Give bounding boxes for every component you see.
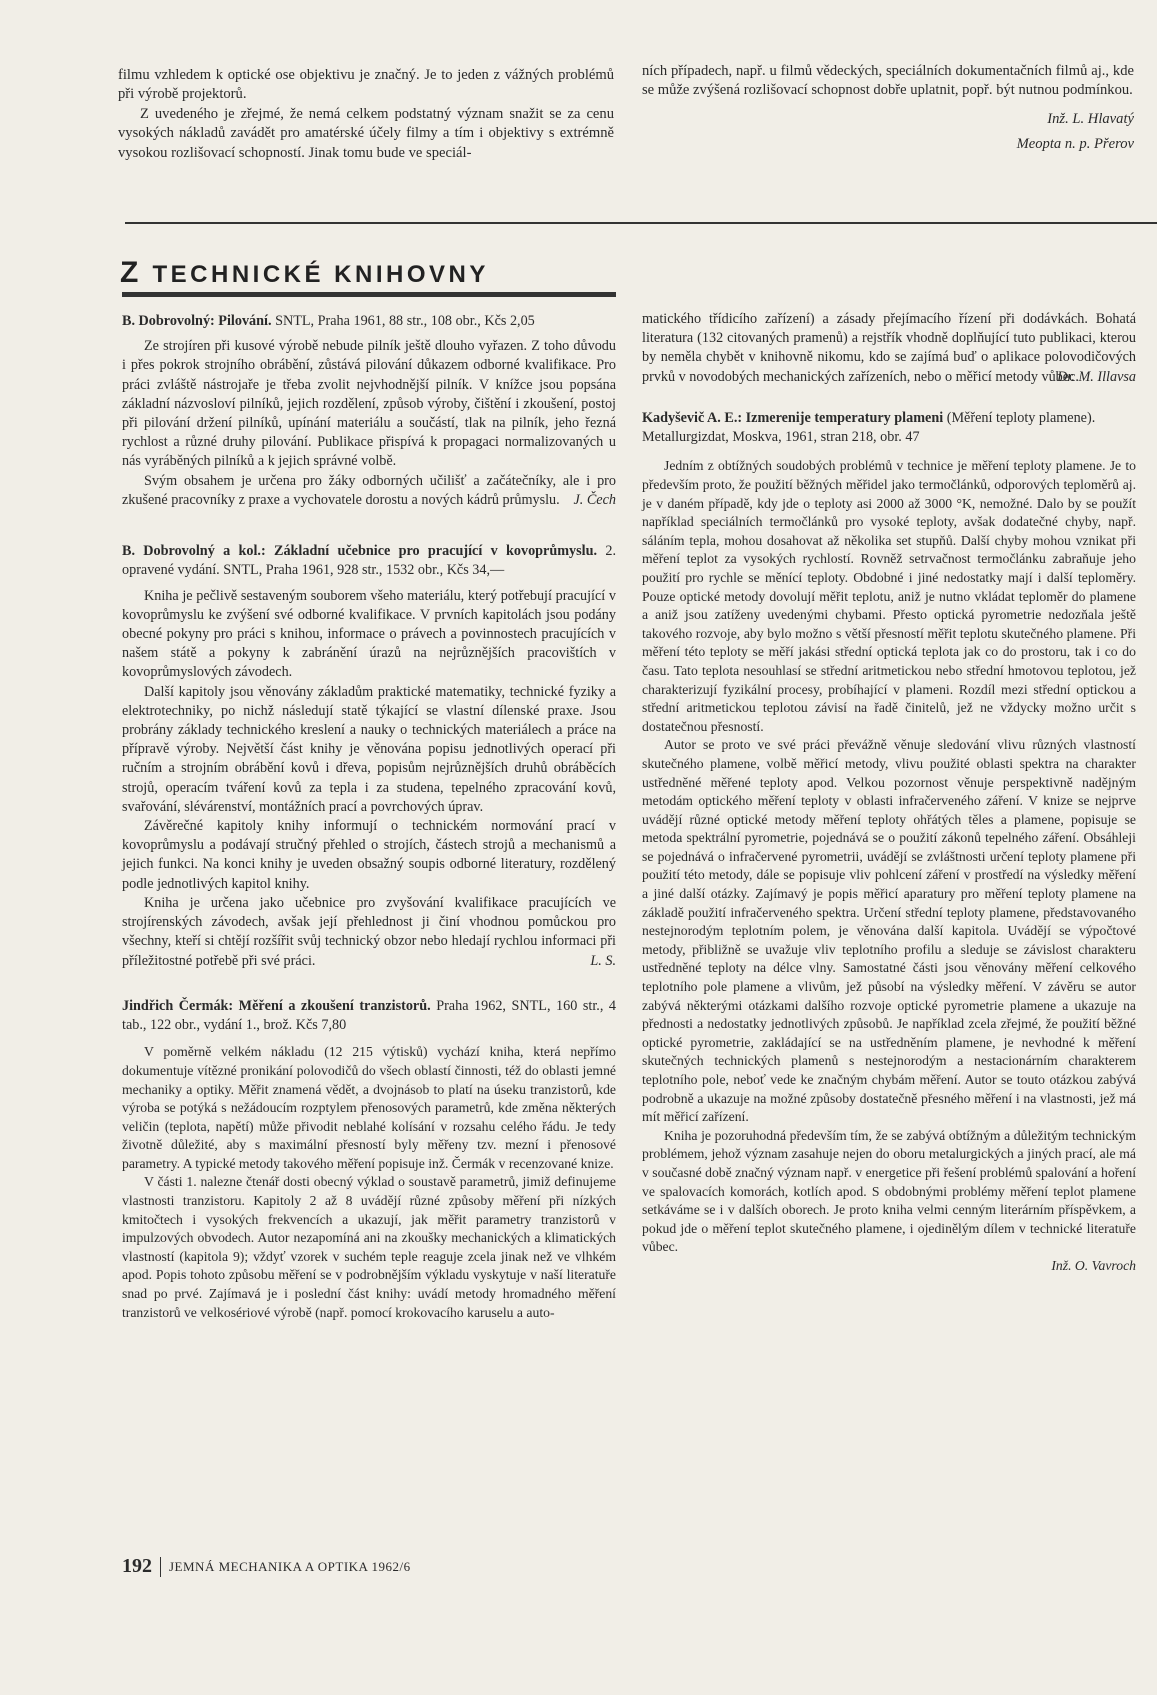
paragraph: Jedním z obtížných soudobých problémů v technice je měření teploty plamene. Je to především proto, že použití běžných měřidel jako termočlánků, odporových teploměrů aj. je v daném případě, kdy jde o teploty asi 2000 až 3000 °K, nemožné. Dalo by se použít například speciálních termočlánků pro vysoké teploty, avšak dodatečné chyby, např. sáláním tepla, mohou dosahovat až několika set stupňů. Další chyby mohou vznikat při měření teplot za vysokých rychlostí. Rovněž setrvačnost termočlánku zabraňuje jeho použití pro rychle se měnící teploty. Obdobné i jiné nedostatky mají i další teploměry. Pouze optické metody dovolují měřit teplotu, aniž je nutno vkládat teploměr do plamene a aniž jsou zatíženy uvedenými chybami. Přesto optická pyrometrie nedozňala ještě takového rozvoje, aby bylo možno s větší přesností měřit teplotu skutečného plamene. Při měření této teploty se měří jakási střední optická teplota jak co do prostoru, tak i co do času. Tato teplota nesouhlasí se střední aritmetickou nebo střední hmotovou teplotou, jež charakterizují fyzikální procesy, probíhající v plameni. Rozdíl mezi střední optickou a střední aritmetickou teplotou závisí na řadě činitelů, jež ne vždycky možno určit s dostatečnou přesností. [642, 458, 1136, 734]
review-zakladni-ucebnice [122, 542, 616, 971]
paragraph: V části 1. nalezne čtenář dosti obecný výklad o soustavě parametrů, jimiž definujeme vlastnosti tranzistoru. Kapitoly 2 až 8 uvádějí různé způsoby měření při nízkých kmitočtech i vysokých frekvencích a ukazují, jak měřit parametry tranzistorů v impulzových obvodech. Autor nezapomíná ani na zkoušky mechanických a klimatických vlastností (kapitola 9); vždyť vzorek v suchém teple reaguje zcela jinak než ve vlhkém apod. Popis tohoto způsobu měření se v podrobnějším výkladu vyskytuje v naší literatuře snad po prvé. Zajímavá je i poslední část knihy: uvádí metody hromadného měření tranzistorů ve velkosériové výrobě (např. pomocí krokovacího karuselu a auto- [122, 1174, 616, 1320]
footer-separator [160, 1557, 161, 1577]
review-bibliographic-info: (Měření teploty plamene). [943, 410, 1096, 427]
review-reference [122, 542, 616, 580]
review-signature: Inž. O. Vavroch [1051, 1257, 1136, 1273]
body-right-column [642, 310, 1136, 1276]
section-title [120, 256, 489, 290]
review-author-title: Jindřich Čermák: Měření a zkoušení tranzistorů. [122, 997, 431, 1014]
paragraph: ních případech, např. u filmů vědeckých, speciálních dokumentačních filmů aj., kde se může zvýšená rozlišovací schopnost dobře uplatnit, popř. být nutnou podmínkou. [642, 63, 1134, 99]
review-bibliographic-info: 2. opravené vydání. SNTL, Praha 1961, 928 str., 1532 obr., Kčs 34,— [122, 543, 617, 579]
paragraph: Ze strojíren při kusové výrobě nebude pilník ještě dlouho vyřazen. Z toho důvodu i přes pokrok strojního obrábění, zůstává pilování důkazem odborné kvalifikace. Pro práci zvláště nástrojaře je třeba zvolit nejvhodnější pilník. V knížce jsou popsána základní názvosloví pilníků, jejich rozdělení, způsob výroby, čištění i zkoušení, postoj při pilování držení pilníků, upínání materiálu a součástí, tlak na pilník, jeho řezná rychlost a různé druhy pilování. Publikace přispívá k propagaci normalizovaných u nás vyráběných pilníků a k jejich správné volbě. [122, 338, 616, 470]
review-mereni-teploty-plamene [642, 409, 1136, 1276]
review-pilovani [122, 312, 616, 510]
review-signature: J. Čech [573, 492, 616, 509]
section-title-initial: Z [120, 256, 139, 289]
section-title-text: TECHNICKÉ KNIHOVNY [152, 261, 489, 288]
review-author-title: B. Dobrovolný: Pilování. [122, 313, 272, 329]
review-publisher: Metallurgizdat, Moskva, 1961, stran 218, obr. 47 [642, 429, 920, 446]
paragraph: Autor se proto ve své práci převážně věnuje sledování vlivu různých vlastností skutečného plamene, volbě měřicí metody, vlivu použité oblasti spektra na charakter ustředněné měřené teploty apod. Velkou pozornost věnuje perspektivně nadějným metodám optického měření teploty v oblasti infračerveného záření. V knize se nejprve uvádějí různé optické metody měření teploty ohřátých těles a plamene, popisuje se metoda spektrální pyrometrie, pojednává se o použití zákonů tepelného záření. Obsáhleji se pojednává o infračervené pyrometrii, uvádějí se zvláštnosti určení teploty plamene při použití této metody, dále se popisuje vliv pohlcení záření v prostředí na výsledky měření a jiné další otázky. Zajímavý je popis měřicí aparatury pro měření teploty plamene na základě použití infračerveného spektra. Určení střední teploty plamene, představovaného nestejnorodým teplotním polem, je věnována další kapitola. Uvádějí se výpočtové metody, přibližně se uvažuje vliv teplotního profilu a sleduje se závislost charakteru ustředněné teploty na délce vlny. Samostatné části jsou věnovány měření celkového teplotního pole plamene a vlivům, jež působí na výsledky měření. V závěru se autor zabývá některými otázkami dalšího rozvoje optické pyrometrie plamene a ukazuje na přednosti a nedostatky jednotlivých způsobů. Je například zcela zřejmé, že použití běžné optické pyrometrie, zakládající se na ustředněním plamene, je nevhodné k měření skutečných technických plamenů s nestejnorodým a nestacionárním charakterem teplotního pole, neboť vede ke značným chybám měření. Autor se touto otázkou zabývá podrobně a ukazuje na možné způsoby dostatečně přesného měření i na vlastnosti, jež má mít měřicí zařízení. [642, 737, 1136, 1125]
top-right-column [642, 62, 1134, 157]
review-reference [122, 312, 616, 331]
paragraph: matického třídicího zařízení) a zásady přejímacího řízení při dodávkách. Bohatá literatura (132 citovaných pramenů) a rejstřík vhodně doplňující tuto publikaci, kterou by neměla chybět v knihovně nikomu, kdo se zajímá buď o aplikace polovodičových prvků v novodobých mechanických zařízeních, nebo o měřicí metody vůbec. [642, 311, 1136, 385]
paragraph: V poměrně velkém nákladu (12 215 výtisků) vychází kniha, která nepřímo dokumentuje vítězné pronikání polovodičů do všech oblastí činnosti, též do oblasti jemné mechaniky a optiky. Měřit znamená vědět, a dvojnásob to platí na úseku tranzistorů, kde výroba se potýká s nežádoucím rozptylem přenosových parametrů, kde změna některých veličin (teplota, napětí) může přivodit neblahé kolísání v rozsahu celého řádu. Je tedy životně důležité, aby s maximální přesností byly měřeny tzv. mezní i přenosové parametry. A typické metody takového měření popisuje inž. Čermák v recenzované knize. [122, 1044, 616, 1171]
paragraph: Kniha je pozoruhodná především tím, že se zabývá obtížným a důležitým technickým problémem, jehož význam zasahuje nejen do oboru metalurgických a jiných prací, ale má v současné době značný význam např. v energetice při řešení problémů spalování a hoření ve spalovacích komorách, kotlích apod. S obdobnými problémy měření teplot plamene setkáváme se i v dalších oborech. Je proto kniha velmi cenným literárním příspěvkem, a pokud jde o měření teplot skutečného plamene, i ojedinělým dílem v technické literatuře vůbec. [642, 1127, 1136, 1255]
review-reference [642, 409, 1136, 428]
paragraph: Závěrečné kapitoly knihy informují o technickém normování prací v kovoprůmyslu a podávají stručný přehled o strojích, částech strojů a mechanismů a jejich funkci. Na konci knihy je uveden obsažný soupis odborné literatury, rozdělený podle jednotlivých kapitol knihy. [122, 818, 616, 892]
signature-org: Meopta n. p. Přerov [1016, 135, 1134, 152]
review-reference [122, 997, 616, 1035]
review-bibliographic-info: Praha 1962, SNTL, 160 str., 4 tab., 122 obr., vydání 1., brož. Kčs 7,80 [122, 997, 616, 1034]
section-title-underline [122, 292, 616, 297]
review-author-title: B. Dobrovolný a kol.: Základní učebnice pro pracující v kovoprůmyslu. [122, 543, 598, 560]
journal-name: JEMNÁ MECHANIKA A OPTIKA 1962/6 [169, 1558, 411, 1574]
paragraph: Z uvedeného je zřejmé, že nemá celkem podstatný význam snažit se za cenu vysokých nákladů zavádět pro amatérské účely filmy a tím i objektivy s extrémně vysokou rozlišovací schopností. Jinak tomu bude ve speciál- [118, 105, 614, 161]
paragraph: Další kapitoly jsou věnovány základům praktické matematiky, technické fyziky a elektrotechniky, po nichž následují statě týkající se vlastní dílenské praxe. Jsou probrány základy technického kreslení a nauky o technických materiálech a práce na přípravě výroby. Největší část knihy je věnována popisu jednotlivých operací při ručním a strojním obrábění kovů i dřeva, popisům nejrůznějších druhů obráběcích strojů, operacím tváření kovů za tepla i za studena, tepelného zpracování kovů, svařování, slévárenství, montážních prací a povrchových úprav. [122, 683, 616, 815]
review-mereni-tranzistoru [122, 997, 616, 1322]
paragraph: filmu vzhledem k optické ose objektivu je značný. Je to jeden z vážných problémů při výrobě projektorů. [118, 67, 614, 103]
top-left-column [118, 66, 614, 163]
body-left-column [122, 312, 616, 1322]
review-mereni-tranzistoru-continued [642, 310, 1136, 387]
paragraph: Svým obsahem je určena pro žáky odborných učilišť a začátečníky, ale i pro zkušené pracovníky z praxe a vychovatele dorostu a nových kádrů průmyslu. [122, 472, 616, 508]
signature-name: Inž. L. Hlavatý [1047, 110, 1134, 127]
review-author-title: Kadyševič A. E.: Izmerenije temperatury plameni [642, 410, 944, 427]
review-bibliographic-info: SNTL, Praha 1961, 88 str., 108 obr., Kčs 2,05 [271, 313, 535, 329]
review-signature: Dr. M. Illavsa [1057, 368, 1136, 385]
section-divider [125, 222, 1157, 224]
paragraph: Kniha je určena jako učebnice pro zvyšování kvalifikace pracujících ve strojírenských závodech, avšak její přehlednost ji činí vhodnou pomůckou pro všechny, kteří si chtějí rozšířit svůj technický obzor nebo hledají rychlou informaci při příležitostné potřebě při své práci. [122, 894, 616, 969]
paragraph: Kniha je pečlivě sestaveným souborem všeho materiálu, který potřebují pracující v kovoprůmyslu ke zvýšení své odborné kvalifikace. V prvních kapitolách jsou podány obecné pokyny pro práci s knihou, informace o právech a povinnostech pracujících v našem státě a pokyny k zabránění úrazů na nejrůznějších pracovištích v kovoprůmyslových závodech. [122, 587, 616, 681]
page-footer [122, 1555, 411, 1578]
review-signature: L. S. [590, 952, 616, 969]
page-number: 192 [122, 1555, 152, 1577]
